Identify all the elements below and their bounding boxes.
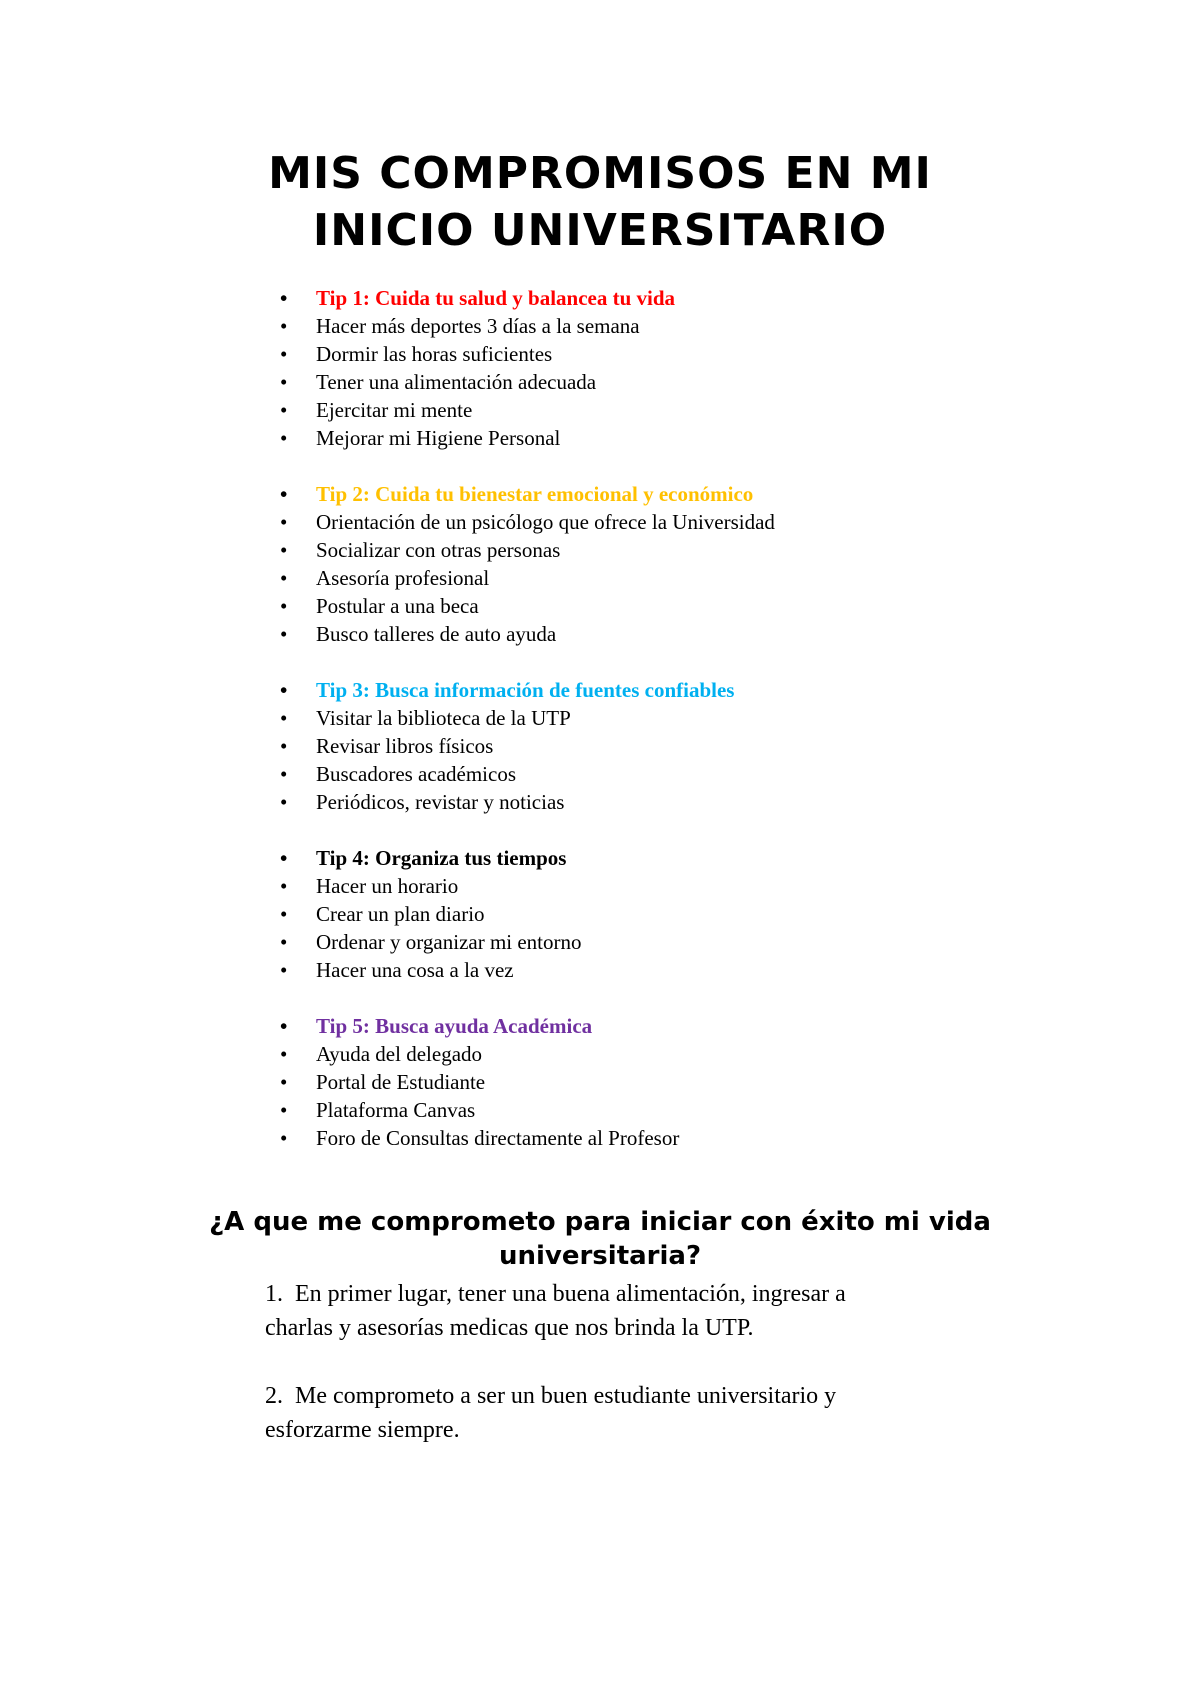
document-title: [150, 145, 1050, 259]
tip-4-heading: • Tip 4: Organiza tus tiempos: [276, 844, 1076, 872]
answer-1-line-1: En primer lugar, tener una buena alimentación, ingresar a: [295, 1281, 846, 1307]
list-item: • Visitar la biblioteca de la UTP: [276, 704, 1076, 732]
tip-3-heading: • Tip 3: Busca información de fuentes confiables: [276, 676, 1076, 704]
list-item: • Socializar con otras personas: [276, 536, 1076, 564]
list-item: • Crear un plan diario: [276, 900, 1076, 928]
list-item: • Tener una alimentación adecuada: [276, 368, 1076, 396]
tips-list: [276, 284, 1076, 1180]
list-item: • Buscadores académicos: [276, 760, 1076, 788]
list-item: • Dormir las horas suficientes: [276, 340, 1076, 368]
answer-1: [265, 1277, 1065, 1345]
list-item: • Ayuda del delegado: [276, 1040, 1076, 1068]
tip-group-3: [276, 676, 1076, 816]
list-item: • Asesoría profesional: [276, 564, 1076, 592]
list-item: • Postular a una beca: [276, 592, 1076, 620]
list-item: • Hacer más deportes 3 días a la semana: [276, 312, 1076, 340]
title-line-1: MIS COMPROMISOS EN MI: [268, 148, 932, 199]
list-item: • Foro de Consultas directamente al Profesor: [276, 1124, 1076, 1152]
answers-list-visible: [265, 1277, 1065, 1447]
tip-1-heading: • Tip 1: Cuida tu salud y balancea tu vida: [276, 284, 1076, 312]
list-item: • Orientación de un psicólogo que ofrece la Universidad: [276, 508, 1076, 536]
list-item: • Plataforma Canvas: [276, 1096, 1076, 1124]
answer-2-line-1: Me comprometo a ser un buen estudiante universitario y: [295, 1383, 837, 1409]
answer-2-line-2: esforzarme siempre.: [265, 1417, 460, 1443]
list-item: • Mejorar mi Higiene Personal: [276, 424, 1076, 452]
list-item: • Busco talleres de auto ayuda: [276, 620, 1076, 648]
title-line-2: INICIO UNIVERSITARIO: [312, 205, 888, 256]
question-line-1: ¿A que me comprometo para iniciar con éxito mi vida: [209, 1207, 991, 1237]
answer-1-line-2: charlas y asesorías medicas que nos brinda la UTP.: [265, 1315, 754, 1341]
answer-1-number: 1.: [265, 1281, 283, 1307]
list-item: • Ejercitar mi mente: [276, 396, 1076, 424]
list-item: • Ordenar y organizar mi entorno: [276, 928, 1076, 956]
list-item: • Hacer un horario: [276, 872, 1076, 900]
question-heading: [150, 1205, 1050, 1273]
answer-2: [265, 1379, 1065, 1447]
list-item: • Hacer una cosa a la vez: [276, 956, 1076, 984]
question-line-2: universitaria?: [498, 1241, 702, 1271]
answer-2-number: 2.: [265, 1383, 283, 1409]
tip-5-heading: • Tip 5: Busca ayuda Académica: [276, 1012, 1076, 1040]
tip-2-heading: • Tip 2: Cuida tu bienestar emocional y económico: [276, 480, 1076, 508]
tip-group-1: [276, 284, 1076, 452]
tip-group-4: [276, 844, 1076, 984]
tip-group-2: [276, 480, 1076, 648]
tip-group-5: [276, 1012, 1076, 1152]
list-item: • Periódicos, revistar y noticias: [276, 788, 1076, 816]
list-item: • Portal de Estudiante: [276, 1068, 1076, 1096]
list-item: • Revisar libros físicos: [276, 732, 1076, 760]
